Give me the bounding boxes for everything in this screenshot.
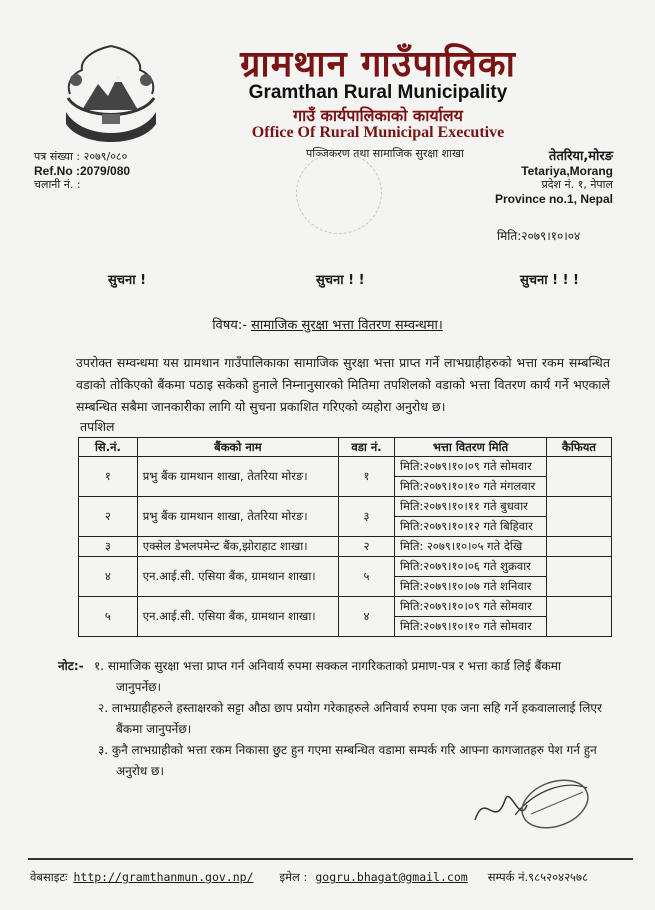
signature-stamp xyxy=(465,770,595,840)
subject-label: विषय:- xyxy=(212,318,247,333)
ref-number: Ref.No :2079/080 xyxy=(34,164,131,178)
office-title-en: Office Of Rural Municipal Executive xyxy=(251,124,505,141)
cell-date: मिति:२०७९।१०।११ गते बुधवार xyxy=(395,497,547,517)
cell-date: मिति:२०७९।१०।०६ गते शुक्रवार xyxy=(395,557,547,577)
cell-bank: प्रभु बैंक ग्रामथान शाखा, तेतरिया मोरङ। xyxy=(137,497,338,537)
cell-ward: २ xyxy=(338,537,394,557)
municipality-title-en: Gramthan Rural Municipality xyxy=(248,82,508,103)
cell-bank: एन.आई.सी. एसिया बैंक, ग्रामथान शाखा। xyxy=(137,597,338,637)
cell-ward: १ xyxy=(338,457,394,497)
note-continuation: जानुपर्नेछ। xyxy=(116,680,162,694)
note-text: १. सामाजिक सुरक्षा भत्ता प्राप्त गर्न अनिवार्य रुपमा सक्कल नागरिकताको प्रमाण-पत्र र भत्ता कार्ड लिई बैंकमा xyxy=(94,659,561,673)
cell-bank: एन.आई.सी. एसिया बैंक, ग्रामथान शाखा। xyxy=(137,557,338,597)
office-title-np: गाउँ कार्यपालिकाको कार्यालय xyxy=(293,106,463,125)
table-row xyxy=(79,537,612,557)
table-header-row xyxy=(79,438,612,457)
subject-line xyxy=(0,315,655,333)
cell-date: मिति:२०७९।१०।१२ गते बिहिवार xyxy=(395,517,547,537)
cell-sn: ४ xyxy=(79,557,138,597)
office-rubber-stamp xyxy=(296,152,382,234)
cell-remarks xyxy=(546,457,611,497)
cell-bank: एक्सेल डेभलपमेन्ट बैंक,झोराहाट शाखा। xyxy=(137,537,338,557)
tapasil-label: तपशिल xyxy=(80,419,115,434)
address-block xyxy=(495,150,613,206)
contact-number: सम्पर्क नं.९८५२०४२५७८ xyxy=(487,870,588,884)
header-sn: सि.नं. xyxy=(79,438,138,457)
cell-sn: १ xyxy=(79,457,138,497)
header-bank: बैंकको नाम xyxy=(137,438,338,457)
note-item xyxy=(58,656,618,677)
province-np: प्रदेश नं. १, नेपाल xyxy=(541,178,613,191)
cell-date: मिति:२०७९।१०।१० गते मंगलवार xyxy=(395,477,547,497)
address-en: Tetariya,Morang xyxy=(521,164,613,178)
notice-heading-3: सुचना ! ! ! xyxy=(520,273,579,288)
letter-date: मिति:२०७९।१०।०४ xyxy=(497,229,581,243)
cell-remarks xyxy=(546,537,611,557)
address-np: तेतरिया,मोरङ xyxy=(548,149,613,164)
footer xyxy=(30,870,630,885)
notice-heading-2: सुचना ! ! xyxy=(316,273,365,288)
notice-heading-1: सुचना ! xyxy=(108,273,147,288)
note-item: २. लाभग्राहीहरुले हस्ताक्षरको सट्टा औठा छाप प्रयोग गरेकाहरुले अनिवार्य रुपमा एक जना सहि गर्ने हकवालालाई लिएर xyxy=(98,701,602,715)
cell-ward: ३ xyxy=(338,497,394,537)
website-link[interactable]: http://gramthanmun.gov.np/ xyxy=(73,870,254,884)
cell-bank: प्रभु बैंक ग्रामथान शाखा, तेतरिया मोरङ। xyxy=(137,457,338,497)
notes-section xyxy=(58,656,618,782)
cell-sn: ३ xyxy=(79,537,138,557)
note-continuation: अनुरोध छ। xyxy=(116,764,164,778)
municipality-title-np: ग्रामथान गाउँपालिका xyxy=(240,44,516,85)
cell-date: मिति:२०७९।१०।१० गते सोमवार xyxy=(395,617,547,637)
header-remarks: कैफियत xyxy=(546,438,611,457)
body-paragraph: उपरोक्त सम्वन्धमा यस ग्रामथान गाउँपालिकाका सामाजिक सुरक्षा भत्ता प्राप्त गर्ने लाभग्राहीहरुको भत्ता रकम सम्बन्धित वडाको तोकिएको बैंकमा पठाइ सकेको हुनाले निम्नानुसारको मितिमा तपशिलको वडाको भत्ता वितरण कार्य गर्ने भएकाले सम्बन्धित सबैमा जानकारीका लागि यो सुचना प्रकाशित गरिएको व्यहोरा अनुरोध छ। xyxy=(76,355,610,414)
cell-ward: ४ xyxy=(338,597,394,637)
reference-block xyxy=(34,150,130,192)
cell-remarks xyxy=(546,597,611,637)
cell-remarks xyxy=(546,557,611,597)
note-item: ३. कुनै लाभग्राहीको भत्ता रकम निकासा छुट हुन गएमा सम्बन्धित वडामा सम्पर्क गरि आफ्ना कागजातहरु पेश गर्न हुन xyxy=(98,743,597,757)
header-date: भत्ता वितरण मिति xyxy=(395,438,547,457)
email-label: इमेल : xyxy=(279,870,308,884)
cell-date: मिति:२०७९।१०।०९ गते सोमवार xyxy=(395,457,547,477)
cell-ward: ५ xyxy=(338,557,394,597)
email-link[interactable]: gogru.bhagat@gmail.com xyxy=(315,870,468,884)
table-row xyxy=(79,497,612,517)
table-row xyxy=(79,597,612,617)
section-name: पञ्जिकरण तथा सामाजिक सुरक्षा शाखा xyxy=(306,147,464,160)
distribution-table xyxy=(78,437,612,637)
cell-date: मिति:२०७९।१०।०९ गते सोमवार xyxy=(395,597,547,617)
cell-sn: २ xyxy=(79,497,138,537)
table-row xyxy=(79,457,612,477)
subject-text: सामाजिक सुरक्षा भत्ता वितरण सम्वन्धमा। xyxy=(251,318,443,333)
footer-rule xyxy=(28,858,633,860)
cell-date: मिति:२०७९।१०।०७ गते शनिवार xyxy=(395,577,547,597)
cell-remarks xyxy=(546,497,611,537)
cell-sn: ५ xyxy=(79,597,138,637)
cell-date: मिति: २०७९।१०।०५ गते देखि xyxy=(395,537,547,557)
note-continuation: बैंकमा जानुपर्नेछ। xyxy=(116,722,192,736)
chalani-number: चलानी नं. : xyxy=(34,178,81,191)
header-ward: वडा नं. xyxy=(338,438,394,457)
province-en: Province no.1, Nepal xyxy=(494,192,613,206)
notes-label: नोट:- xyxy=(58,659,84,673)
nepal-emblem-icon xyxy=(52,40,170,150)
table-row xyxy=(79,557,612,577)
patra-sankhya: पत्र संख्या : २०७९/०८० xyxy=(34,150,128,163)
website-label: वेबसाइटः xyxy=(30,870,68,884)
